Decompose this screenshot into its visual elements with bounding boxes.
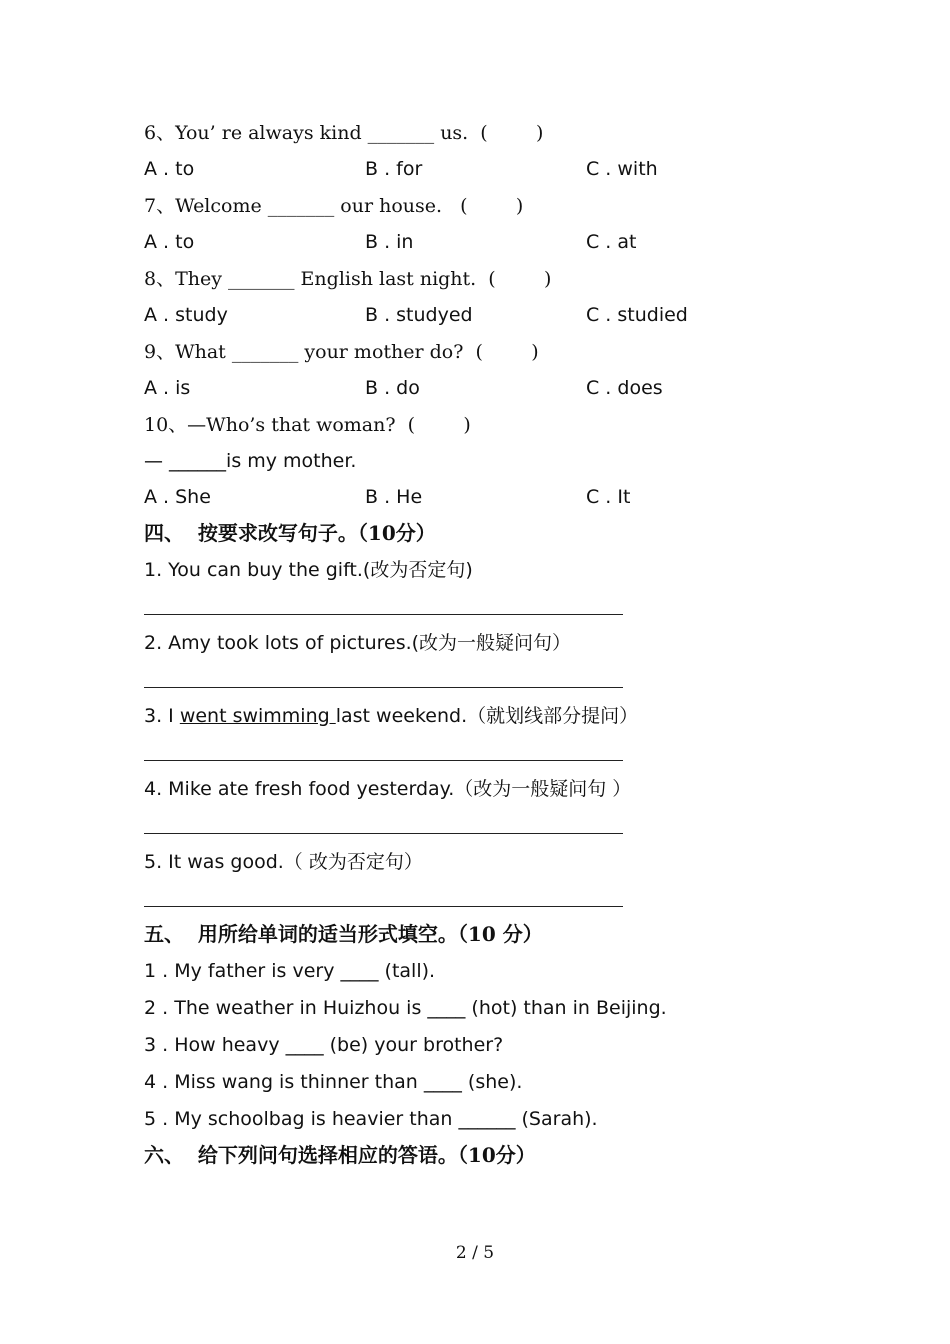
question-8-option-a: A . study <box>144 304 228 326</box>
section-5-item-3: 3 . How heavy ____ (be) your brother? <box>144 1034 504 1056</box>
section-5-item-4: 4 . Miss wang is thinner than ____ (she). <box>144 1071 523 1093</box>
question-6-option-c: C . with <box>586 158 658 180</box>
question-8-option-c: C . studied <box>586 304 688 326</box>
question-10-option-c: C . It <box>586 486 631 508</box>
section-6-title: 六、 给下列问句选择相应的答语。（10分） <box>144 1143 536 1167</box>
section-4-title: 四、 按要求改写句子。（10分） <box>144 521 436 545</box>
section-5-item-2: 2 . The weather in Huizhou is ____ (hot) than in Beijing. <box>144 997 667 1019</box>
section-4-item-2: 2. Amy took lots of pictures.(改为一般疑问句） <box>144 632 572 654</box>
question-9-option-a: A . is <box>144 377 191 399</box>
item-3-suffix: last weekend.（就划线部分提问） <box>335 705 639 727</box>
section-5-item-5: 5 . My schoolbag is heavier than ______ (Sarah). <box>144 1108 598 1130</box>
question-8-stem: 8、They _______ English last night. ( ) <box>144 268 552 290</box>
answer-line-2[interactable] <box>144 687 623 688</box>
question-9-option-b: B . do <box>365 377 420 399</box>
question-10-option-b: B . He <box>365 486 423 508</box>
answer-line-5[interactable] <box>144 906 623 907</box>
question-7-stem: 7、Welcome _______ our house. ( ) <box>144 195 524 217</box>
question-6-stem: 6、You’ re always kind _______ us. ( ) <box>144 122 544 144</box>
question-9-stem: 9、What _______ your mother do? ( ) <box>144 341 539 363</box>
item-3-underlined-phrase: went swimming <box>179 705 336 727</box>
answer-line-3[interactable] <box>144 760 623 761</box>
section-5-title: 五、 用所给单词的适当形式填空。（10 分） <box>144 922 543 946</box>
section-4-item-3 <box>144 704 638 728</box>
question-9-option-c: C . does <box>586 377 663 399</box>
question-6-option-a: A . to <box>144 158 195 180</box>
question-6-option-b: B . for <box>365 158 423 180</box>
section-4-item-4: 4. Mike ate fresh food yesterday.（改为一般疑问句 ） <box>144 778 632 800</box>
section-4-item-1: 1. You can buy the gift.(改为否定句) <box>144 559 473 581</box>
answer-line-1[interactable] <box>144 614 623 615</box>
question-7-option-c: C . at <box>586 231 637 253</box>
item-3-prefix: 3. I <box>144 705 180 727</box>
question-10-stem: 10、—Who’s that woman? ( ) <box>144 414 471 436</box>
question-10-option-a: A . She <box>144 486 211 508</box>
question-7-option-a: A . to <box>144 231 195 253</box>
section-4-item-5: 5. It was good.（ 改为否定句） <box>144 851 423 873</box>
question-7-option-b: B . in <box>365 231 414 253</box>
section-5-item-1: 1 . My father is very ____ (tall). <box>144 960 436 982</box>
page-number: 2 / 5 <box>455 1243 495 1263</box>
question-8-option-b: B . studyed <box>365 304 473 326</box>
question-10-stem-answer-line: — ______is my mother. <box>144 450 357 472</box>
answer-line-4[interactable] <box>144 833 623 834</box>
